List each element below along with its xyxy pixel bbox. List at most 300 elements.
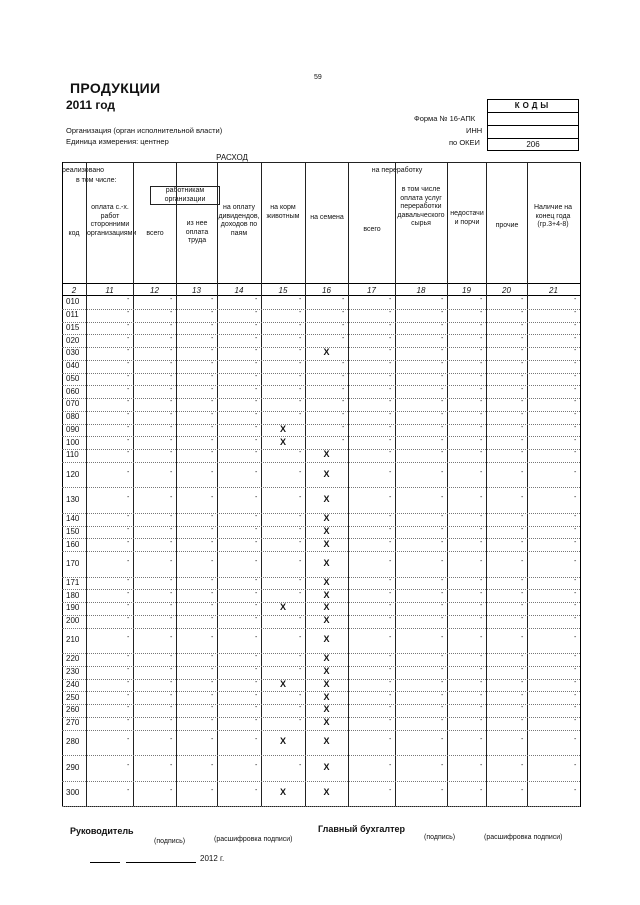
cell-dash[interactable]: - bbox=[574, 634, 577, 642]
cell-dash[interactable]: - bbox=[127, 787, 130, 795]
cell-dash[interactable]: - bbox=[389, 398, 392, 406]
cell-dash[interactable]: - bbox=[389, 372, 392, 380]
cell-dash[interactable]: - bbox=[480, 525, 483, 533]
x-mark[interactable]: X bbox=[323, 666, 330, 677]
cell-dash[interactable]: - bbox=[299, 525, 302, 533]
cell-dash[interactable]: - bbox=[574, 334, 577, 342]
cell-dash[interactable]: - bbox=[170, 525, 173, 533]
cell-dash[interactable]: - bbox=[521, 309, 524, 317]
cell-dash[interactable]: - bbox=[521, 372, 524, 380]
cell-dash[interactable]: - bbox=[255, 398, 258, 406]
cell-dash[interactable]: - bbox=[211, 704, 214, 712]
cell-dash[interactable]: - bbox=[255, 372, 258, 380]
cell-dash[interactable]: - bbox=[574, 494, 577, 501]
cell-dash[interactable]: - bbox=[389, 449, 392, 457]
x-mark[interactable]: X bbox=[323, 704, 330, 715]
cell-dash[interactable]: - bbox=[255, 736, 258, 744]
cell-dash[interactable]: - bbox=[255, 436, 258, 444]
cell-dash[interactable]: - bbox=[127, 691, 130, 699]
cell-dash[interactable]: - bbox=[389, 557, 392, 565]
cell-dash[interactable]: - bbox=[480, 761, 483, 769]
cell-dash[interactable]: - bbox=[389, 513, 392, 521]
cell-dash[interactable]: - bbox=[127, 602, 130, 610]
cell-dash[interactable]: - bbox=[574, 347, 577, 355]
cell-dash[interactable]: - bbox=[127, 576, 130, 584]
cell-dash[interactable]: - bbox=[574, 678, 577, 686]
cell-dash[interactable]: - bbox=[441, 538, 444, 546]
cell-dash[interactable]: - bbox=[441, 787, 444, 795]
cell-dash[interactable]: - bbox=[389, 602, 392, 610]
cell-dash[interactable]: - bbox=[170, 436, 173, 444]
cell-dash[interactable]: - bbox=[521, 449, 524, 457]
cell-dash[interactable]: - bbox=[170, 538, 173, 546]
cell-dash[interactable]: - bbox=[299, 494, 302, 501]
cell-dash[interactable]: - bbox=[480, 321, 483, 329]
cell-dash[interactable]: - bbox=[521, 468, 524, 476]
cell-dash[interactable]: - bbox=[170, 704, 173, 712]
cell-dash[interactable]: - bbox=[441, 602, 444, 610]
cell-dash[interactable]: - bbox=[389, 704, 392, 712]
cell-dash[interactable]: - bbox=[574, 761, 577, 769]
cell-dash[interactable]: - bbox=[255, 653, 258, 661]
cell-dash[interactable]: - bbox=[441, 736, 444, 744]
cell-dash[interactable]: - bbox=[299, 691, 302, 699]
cell-dash[interactable]: - bbox=[255, 787, 258, 795]
cell-dash[interactable]: - bbox=[441, 513, 444, 521]
cell-dash[interactable]: - bbox=[389, 334, 392, 342]
cell-dash[interactable]: - bbox=[211, 309, 214, 317]
cell-dash[interactable]: - bbox=[127, 296, 130, 304]
cell-dash[interactable]: - bbox=[299, 321, 302, 329]
x-mark[interactable]: X bbox=[323, 634, 330, 645]
x-mark[interactable]: X bbox=[323, 468, 330, 479]
cell-dash[interactable]: - bbox=[170, 576, 173, 584]
cell-dash[interactable]: - bbox=[574, 385, 577, 393]
cell-dash[interactable]: - bbox=[574, 615, 577, 623]
cell-dash[interactable]: - bbox=[211, 296, 214, 304]
cell-dash[interactable]: - bbox=[441, 385, 444, 393]
cell-dash[interactable]: - bbox=[441, 449, 444, 457]
cell-dash[interactable]: - bbox=[255, 615, 258, 623]
cell-dash[interactable]: - bbox=[255, 691, 258, 699]
cell-dash[interactable]: - bbox=[389, 691, 392, 699]
cell-dash[interactable]: - bbox=[480, 691, 483, 699]
cell-dash[interactable]: - bbox=[255, 589, 258, 597]
cell-dash[interactable]: - bbox=[574, 691, 577, 699]
cell-dash[interactable]: - bbox=[389, 653, 392, 661]
cell-dash[interactable]: - bbox=[299, 704, 302, 712]
cell-dash[interactable]: - bbox=[574, 538, 577, 546]
cell-dash[interactable]: - bbox=[299, 615, 302, 623]
cell-dash[interactable]: - bbox=[441, 334, 444, 342]
cell-dash[interactable]: - bbox=[255, 513, 258, 521]
cell-dash[interactable]: - bbox=[441, 704, 444, 712]
cell-dash[interactable]: - bbox=[480, 615, 483, 623]
cell-dash[interactable]: - bbox=[211, 717, 214, 725]
cell-dash[interactable]: - bbox=[127, 309, 130, 317]
cell-dash[interactable]: - bbox=[480, 423, 483, 431]
cell-dash[interactable]: - bbox=[211, 423, 214, 431]
cell-dash[interactable]: - bbox=[574, 411, 577, 419]
codes-okei-cell[interactable]: 206 bbox=[526, 140, 540, 149]
cell-dash[interactable]: - bbox=[480, 372, 483, 380]
cell-dash[interactable]: - bbox=[389, 634, 392, 642]
cell-dash[interactable]: - bbox=[521, 321, 524, 329]
cell-dash[interactable]: - bbox=[521, 761, 524, 769]
cell-dash[interactable]: - bbox=[480, 436, 483, 444]
cell-dash[interactable]: - bbox=[521, 736, 524, 744]
cell-dash[interactable]: - bbox=[389, 576, 392, 584]
x-mark[interactable]: X bbox=[323, 538, 330, 549]
cell-dash[interactable]: - bbox=[574, 704, 577, 712]
x-mark[interactable]: X bbox=[280, 678, 287, 689]
cell-dash[interactable]: - bbox=[211, 691, 214, 699]
cell-dash[interactable]: - bbox=[255, 704, 258, 712]
cell-dash[interactable]: - bbox=[211, 525, 214, 533]
cell-dash[interactable]: - bbox=[521, 538, 524, 546]
cell-dash[interactable]: - bbox=[170, 761, 173, 769]
cell-dash[interactable]: - bbox=[389, 525, 392, 533]
cell-dash[interactable]: - bbox=[480, 736, 483, 744]
cell-dash[interactable]: - bbox=[299, 296, 302, 304]
cell-dash[interactable]: - bbox=[574, 449, 577, 457]
cell-dash[interactable]: - bbox=[521, 398, 524, 406]
cell-dash[interactable]: - bbox=[574, 436, 577, 444]
x-mark[interactable]: X bbox=[323, 525, 330, 536]
cell-dash[interactable]: - bbox=[441, 309, 444, 317]
cell-dash[interactable]: - bbox=[211, 411, 214, 419]
cell-dash[interactable]: - bbox=[521, 423, 524, 431]
cell-dash[interactable]: - bbox=[574, 602, 577, 610]
cell-dash[interactable]: - bbox=[255, 423, 258, 431]
cell-dash[interactable]: - bbox=[480, 589, 483, 597]
cell-dash[interactable]: - bbox=[170, 717, 173, 725]
cell-dash[interactable]: - bbox=[211, 372, 214, 380]
cell-dash[interactable]: - bbox=[441, 589, 444, 597]
cell-dash[interactable]: - bbox=[574, 787, 577, 795]
cell-dash[interactable]: - bbox=[211, 385, 214, 393]
cell-dash[interactable]: - bbox=[480, 678, 483, 686]
cell-dash[interactable]: - bbox=[127, 538, 130, 546]
cell-dash[interactable]: - bbox=[127, 372, 130, 380]
cell-dash[interactable]: - bbox=[521, 334, 524, 342]
cell-dash[interactable]: - bbox=[255, 666, 258, 674]
cell-dash[interactable]: - bbox=[574, 321, 577, 329]
cell-dash[interactable]: - bbox=[480, 576, 483, 584]
cell-dash[interactable]: - bbox=[342, 372, 345, 380]
cell-dash[interactable]: - bbox=[389, 347, 392, 355]
cell-dash[interactable]: - bbox=[574, 589, 577, 597]
cell-dash[interactable]: - bbox=[521, 494, 524, 501]
cell-dash[interactable]: - bbox=[127, 525, 130, 533]
x-mark[interactable]: X bbox=[280, 602, 287, 613]
cell-dash[interactable]: - bbox=[255, 309, 258, 317]
cell-dash[interactable]: - bbox=[211, 321, 214, 329]
cell-dash[interactable]: - bbox=[299, 372, 302, 380]
cell-dash[interactable]: - bbox=[299, 398, 302, 406]
cell-dash[interactable]: - bbox=[480, 411, 483, 419]
cell-dash[interactable]: - bbox=[441, 360, 444, 368]
cell-dash[interactable]: - bbox=[521, 436, 524, 444]
cell-dash[interactable]: - bbox=[170, 334, 173, 342]
cell-dash[interactable]: - bbox=[480, 309, 483, 317]
cell-dash[interactable]: - bbox=[342, 436, 345, 444]
cell-dash[interactable]: - bbox=[127, 736, 130, 744]
cell-dash[interactable]: - bbox=[299, 347, 302, 355]
cell-dash[interactable]: - bbox=[574, 423, 577, 431]
cell-dash[interactable]: - bbox=[574, 666, 577, 674]
cell-dash[interactable]: - bbox=[255, 538, 258, 546]
cell-dash[interactable]: - bbox=[255, 576, 258, 584]
cell-dash[interactable]: - bbox=[170, 423, 173, 431]
cell-dash[interactable]: - bbox=[211, 634, 214, 642]
cell-dash[interactable]: - bbox=[255, 494, 258, 501]
cell-dash[interactable]: - bbox=[211, 666, 214, 674]
cell-dash[interactable]: - bbox=[342, 334, 345, 342]
cell-dash[interactable]: - bbox=[299, 411, 302, 419]
cell-dash[interactable]: - bbox=[521, 557, 524, 565]
cell-dash[interactable]: - bbox=[255, 347, 258, 355]
cell-dash[interactable]: - bbox=[299, 557, 302, 565]
x-mark[interactable]: X bbox=[323, 787, 330, 798]
cell-dash[interactable]: - bbox=[574, 309, 577, 317]
cell-dash[interactable]: - bbox=[127, 704, 130, 712]
cell-dash[interactable]: - bbox=[299, 589, 302, 597]
x-mark[interactable]: X bbox=[323, 602, 330, 613]
cell-dash[interactable]: - bbox=[299, 513, 302, 521]
cell-dash[interactable]: - bbox=[127, 717, 130, 725]
cell-dash[interactable]: - bbox=[299, 576, 302, 584]
cell-dash[interactable]: - bbox=[574, 468, 577, 476]
cell-dash[interactable]: - bbox=[389, 717, 392, 725]
cell-dash[interactable]: - bbox=[480, 360, 483, 368]
cell-dash[interactable]: - bbox=[211, 736, 214, 744]
cell-dash[interactable]: - bbox=[342, 360, 345, 368]
cell-dash[interactable]: - bbox=[299, 468, 302, 476]
x-mark[interactable]: X bbox=[323, 678, 330, 689]
cell-dash[interactable]: - bbox=[170, 557, 173, 565]
cell-dash[interactable]: - bbox=[170, 398, 173, 406]
cell-dash[interactable]: - bbox=[170, 602, 173, 610]
cell-dash[interactable]: - bbox=[389, 538, 392, 546]
cell-dash[interactable]: - bbox=[127, 449, 130, 457]
cell-dash[interactable]: - bbox=[127, 423, 130, 431]
cell-dash[interactable]: - bbox=[521, 347, 524, 355]
cell-dash[interactable]: - bbox=[255, 678, 258, 686]
cell-dash[interactable]: - bbox=[441, 615, 444, 623]
cell-dash[interactable]: - bbox=[170, 513, 173, 521]
cell-dash[interactable]: - bbox=[211, 538, 214, 546]
x-mark[interactable]: X bbox=[323, 347, 330, 358]
cell-dash[interactable]: - bbox=[255, 411, 258, 419]
cell-dash[interactable]: - bbox=[255, 525, 258, 533]
cell-dash[interactable]: - bbox=[480, 449, 483, 457]
cell-dash[interactable]: - bbox=[170, 468, 173, 476]
cell-dash[interactable]: - bbox=[170, 634, 173, 642]
cell-dash[interactable]: - bbox=[480, 494, 483, 501]
cell-dash[interactable]: - bbox=[389, 296, 392, 304]
cell-dash[interactable]: - bbox=[211, 761, 214, 769]
cell-dash[interactable]: - bbox=[521, 615, 524, 623]
cell-dash[interactable]: - bbox=[342, 296, 345, 304]
cell-dash[interactable]: - bbox=[574, 360, 577, 368]
cell-dash[interactable]: - bbox=[441, 634, 444, 642]
cell-dash[interactable]: - bbox=[521, 602, 524, 610]
cell-dash[interactable]: - bbox=[127, 347, 130, 355]
cell-dash[interactable]: - bbox=[170, 691, 173, 699]
cell-dash[interactable]: - bbox=[480, 787, 483, 795]
cell-dash[interactable]: - bbox=[480, 398, 483, 406]
cell-dash[interactable]: - bbox=[299, 334, 302, 342]
cell-dash[interactable]: - bbox=[211, 360, 214, 368]
cell-dash[interactable]: - bbox=[211, 589, 214, 597]
x-mark[interactable]: X bbox=[323, 653, 330, 664]
cell-dash[interactable]: - bbox=[480, 653, 483, 661]
cell-dash[interactable]: - bbox=[574, 398, 577, 406]
cell-dash[interactable]: - bbox=[389, 494, 392, 501]
cell-dash[interactable]: - bbox=[441, 557, 444, 565]
cell-dash[interactable]: - bbox=[521, 666, 524, 674]
cell-dash[interactable]: - bbox=[480, 704, 483, 712]
cell-dash[interactable]: - bbox=[389, 309, 392, 317]
cell-dash[interactable]: - bbox=[389, 787, 392, 795]
cell-dash[interactable]: - bbox=[480, 334, 483, 342]
cell-dash[interactable]: - bbox=[127, 589, 130, 597]
cell-dash[interactable]: - bbox=[441, 525, 444, 533]
cell-dash[interactable]: - bbox=[441, 666, 444, 674]
cell-dash[interactable]: - bbox=[170, 360, 173, 368]
cell-dash[interactable]: - bbox=[521, 411, 524, 419]
cell-dash[interactable]: - bbox=[389, 360, 392, 368]
cell-dash[interactable]: - bbox=[441, 691, 444, 699]
cell-dash[interactable]: - bbox=[211, 576, 214, 584]
cell-dash[interactable]: - bbox=[127, 334, 130, 342]
cell-dash[interactable]: - bbox=[299, 309, 302, 317]
cell-dash[interactable]: - bbox=[574, 736, 577, 744]
cell-dash[interactable]: - bbox=[255, 602, 258, 610]
cell-dash[interactable]: - bbox=[480, 385, 483, 393]
cell-dash[interactable]: - bbox=[211, 653, 214, 661]
cell-dash[interactable]: - bbox=[127, 634, 130, 642]
cell-dash[interactable]: - bbox=[389, 678, 392, 686]
cell-dash[interactable]: - bbox=[342, 321, 345, 329]
cell-dash[interactable]: - bbox=[211, 513, 214, 521]
cell-dash[interactable]: - bbox=[170, 411, 173, 419]
x-mark[interactable]: X bbox=[323, 761, 330, 772]
cell-dash[interactable]: - bbox=[441, 468, 444, 476]
cell-dash[interactable]: - bbox=[521, 717, 524, 725]
cell-dash[interactable]: - bbox=[389, 666, 392, 674]
x-mark[interactable]: X bbox=[280, 736, 287, 747]
cell-dash[interactable]: - bbox=[127, 557, 130, 565]
cell-dash[interactable]: - bbox=[127, 513, 130, 521]
cell-dash[interactable]: - bbox=[255, 761, 258, 769]
cell-dash[interactable]: - bbox=[441, 717, 444, 725]
cell-dash[interactable]: - bbox=[389, 736, 392, 744]
cell-dash[interactable]: - bbox=[299, 761, 302, 769]
cell-dash[interactable]: - bbox=[299, 449, 302, 457]
cell-dash[interactable]: - bbox=[255, 385, 258, 393]
cell-dash[interactable]: - bbox=[170, 615, 173, 623]
cell-dash[interactable]: - bbox=[389, 589, 392, 597]
cell-dash[interactable]: - bbox=[127, 615, 130, 623]
cell-dash[interactable]: - bbox=[480, 513, 483, 521]
cell-dash[interactable]: - bbox=[441, 678, 444, 686]
cell-dash[interactable]: - bbox=[170, 787, 173, 795]
cell-dash[interactable]: - bbox=[211, 449, 214, 457]
cell-dash[interactable]: - bbox=[127, 385, 130, 393]
cell-dash[interactable]: - bbox=[127, 468, 130, 476]
cell-dash[interactable]: - bbox=[441, 436, 444, 444]
cell-dash[interactable]: - bbox=[211, 436, 214, 444]
cell-dash[interactable]: - bbox=[480, 634, 483, 642]
cell-dash[interactable]: - bbox=[342, 423, 345, 431]
cell-dash[interactable]: - bbox=[574, 513, 577, 521]
cell-dash[interactable]: - bbox=[127, 761, 130, 769]
cell-dash[interactable]: - bbox=[299, 385, 302, 393]
cell-dash[interactable]: - bbox=[170, 736, 173, 744]
cell-dash[interactable]: - bbox=[480, 347, 483, 355]
cell-dash[interactable]: - bbox=[127, 321, 130, 329]
cell-dash[interactable]: - bbox=[170, 321, 173, 329]
cell-dash[interactable]: - bbox=[521, 589, 524, 597]
x-mark[interactable]: X bbox=[323, 513, 330, 524]
cell-dash[interactable]: - bbox=[211, 557, 214, 565]
cell-dash[interactable]: - bbox=[480, 557, 483, 565]
x-mark[interactable]: X bbox=[280, 436, 287, 447]
cell-dash[interactable]: - bbox=[521, 704, 524, 712]
cell-dash[interactable]: - bbox=[211, 602, 214, 610]
cell-dash[interactable]: - bbox=[211, 468, 214, 476]
cell-dash[interactable]: - bbox=[211, 494, 214, 501]
cell-dash[interactable]: - bbox=[441, 576, 444, 584]
cell-dash[interactable]: - bbox=[255, 360, 258, 368]
cell-dash[interactable]: - bbox=[211, 615, 214, 623]
x-mark[interactable]: X bbox=[323, 494, 330, 504]
cell-dash[interactable]: - bbox=[441, 372, 444, 380]
x-mark[interactable]: X bbox=[323, 615, 330, 626]
cell-dash[interactable]: - bbox=[170, 347, 173, 355]
cell-dash[interactable]: - bbox=[521, 385, 524, 393]
cell-dash[interactable]: - bbox=[170, 589, 173, 597]
cell-dash[interactable]: - bbox=[441, 398, 444, 406]
cell-dash[interactable]: - bbox=[127, 436, 130, 444]
cell-dash[interactable]: - bbox=[521, 787, 524, 795]
cell-dash[interactable]: - bbox=[342, 385, 345, 393]
cell-dash[interactable]: - bbox=[170, 296, 173, 304]
cell-dash[interactable]: - bbox=[521, 360, 524, 368]
cell-dash[interactable]: - bbox=[255, 717, 258, 725]
x-mark[interactable]: X bbox=[323, 589, 330, 600]
cell-dash[interactable]: - bbox=[299, 634, 302, 642]
cell-dash[interactable]: - bbox=[441, 296, 444, 304]
cell-dash[interactable]: - bbox=[521, 513, 524, 521]
cell-dash[interactable]: - bbox=[170, 494, 173, 501]
cell-dash[interactable]: - bbox=[342, 309, 345, 317]
cell-dash[interactable]: - bbox=[574, 525, 577, 533]
cell-dash[interactable]: - bbox=[255, 334, 258, 342]
cell-dash[interactable]: - bbox=[389, 411, 392, 419]
cell-dash[interactable]: - bbox=[211, 787, 214, 795]
cell-dash[interactable]: - bbox=[521, 296, 524, 304]
cell-dash[interactable]: - bbox=[170, 653, 173, 661]
codes-inn-cell[interactable] bbox=[488, 126, 578, 139]
cell-dash[interactable]: - bbox=[299, 538, 302, 546]
cell-dash[interactable]: - bbox=[342, 398, 345, 406]
cell-dash[interactable]: - bbox=[574, 717, 577, 725]
x-mark[interactable]: X bbox=[280, 423, 287, 434]
x-mark[interactable]: X bbox=[323, 717, 330, 728]
